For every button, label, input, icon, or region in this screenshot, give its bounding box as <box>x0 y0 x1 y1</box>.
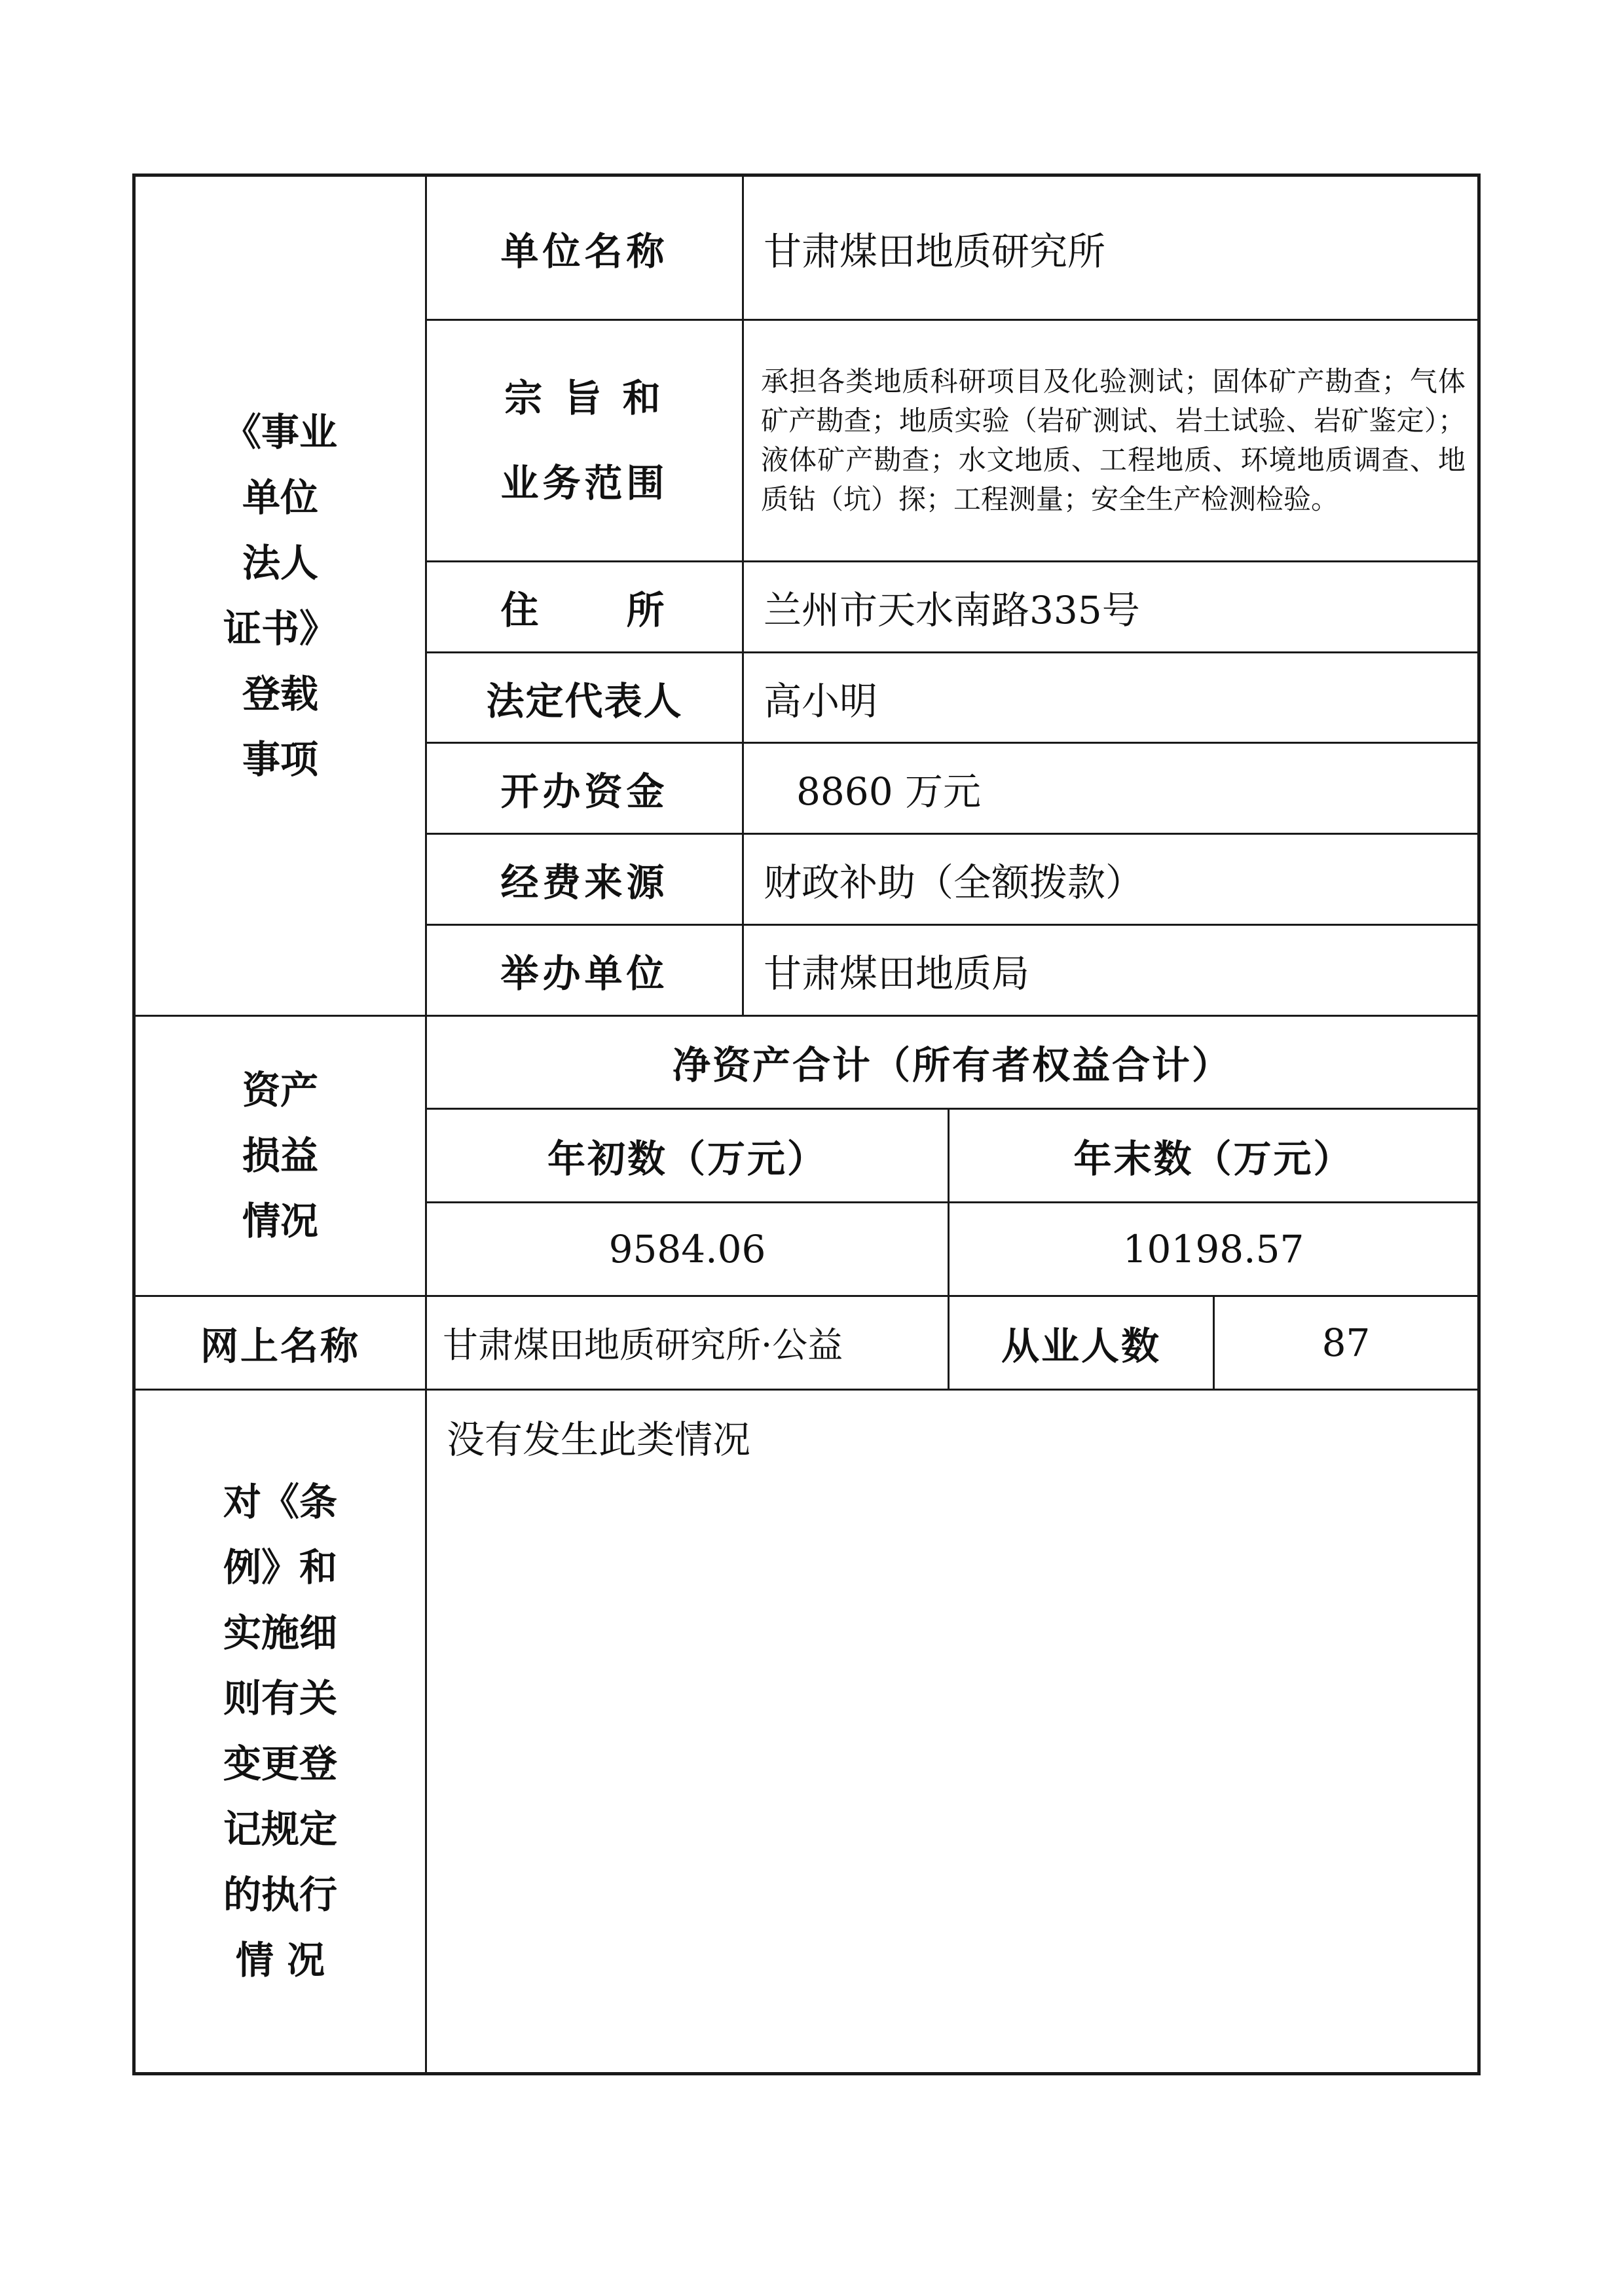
funding-value: 财政补助（全额拨款） <box>743 834 1479 925</box>
net-assets-header: 净资产合计（所有者权益合计） <box>426 1015 1479 1109</box>
section-line: 例》和 <box>223 1545 337 1590</box>
address-value: 兰州市天水南路335号 <box>743 562 1479 653</box>
legal-rep-value: 高小明 <box>743 652 1479 743</box>
section-line: 登载 <box>242 671 318 716</box>
online-name-label: 网上名称 <box>134 1296 426 1389</box>
unit-name-value: 甘肃煤田地质研究所 <box>743 175 1479 320</box>
execution-value: 没有发生此类情况 <box>426 1389 1479 2074</box>
address-label: 住 所 <box>426 562 743 653</box>
purpose-value: 承担各类地质科研项目及化验测试；固体矿产勘查；气体矿产勘查；地质实验（岩矿测试、岩土试验、岩矿鉴定）；液体矿产勘查；水文地质、工程地质、环境地质调查、地质钻（坑）探；工程测量；安全生产检测检验。 <box>743 320 1479 562</box>
section-line: 则有关 <box>223 1676 337 1721</box>
section-line: 《事业 <box>223 409 337 454</box>
sponsor-label: 举办单位 <box>426 924 743 1015</box>
begin-year-value: 9584.06 <box>426 1203 949 1296</box>
section-line: 法人 <box>242 540 318 585</box>
section-line: 单位 <box>242 475 318 520</box>
end-year-value: 10198.57 <box>949 1203 1479 1296</box>
section-line: 的执行 <box>223 1872 337 1918</box>
staff-count-label: 从业人数 <box>949 1296 1214 1389</box>
capital-label: 开办资金 <box>426 743 743 834</box>
section-line: 资产 <box>242 1068 318 1113</box>
section-line: 记规定 <box>223 1807 337 1852</box>
section-line: 情况 <box>242 1199 318 1244</box>
begin-year-label: 年初数（万元） <box>426 1109 949 1203</box>
section-line: 实施细 <box>223 1611 337 1656</box>
row-online-name <box>134 1296 1479 1389</box>
row-unit-name <box>134 175 1479 320</box>
section-label-certificate-items <box>134 175 426 1016</box>
sponsor-value: 甘肃煤田地质局 <box>743 924 1479 1015</box>
section-line: 事项 <box>242 737 318 782</box>
purpose-label <box>426 320 743 562</box>
legal-rep-label: 法定代表人 <box>426 652 743 743</box>
registration-form-table <box>132 173 1481 2075</box>
capital-value: 8860 万元 <box>743 743 1479 834</box>
purpose-label-line: 业务范围 <box>500 461 669 506</box>
section-line: 情 况 <box>235 1938 325 1983</box>
section-line: 证书》 <box>223 606 337 651</box>
purpose-label-line: 宗 旨 和 <box>504 376 665 421</box>
unit-name-label: 单位名称 <box>426 175 743 320</box>
end-year-label: 年末数（万元） <box>949 1109 1479 1203</box>
section-line: 对《条 <box>223 1480 337 1525</box>
section-label-execution <box>134 1389 426 2074</box>
online-name-value: 甘肃煤田地质研究所·公益 <box>426 1296 949 1389</box>
staff-count-value: 87 <box>1214 1296 1479 1389</box>
section-line: 损益 <box>242 1133 318 1178</box>
section-label-assets <box>134 1015 426 1296</box>
row-execution <box>134 1389 1479 2074</box>
funding-label: 经费来源 <box>426 834 743 925</box>
section-line: 变更登 <box>223 1741 337 1787</box>
row-assets-header <box>134 1015 1479 1109</box>
